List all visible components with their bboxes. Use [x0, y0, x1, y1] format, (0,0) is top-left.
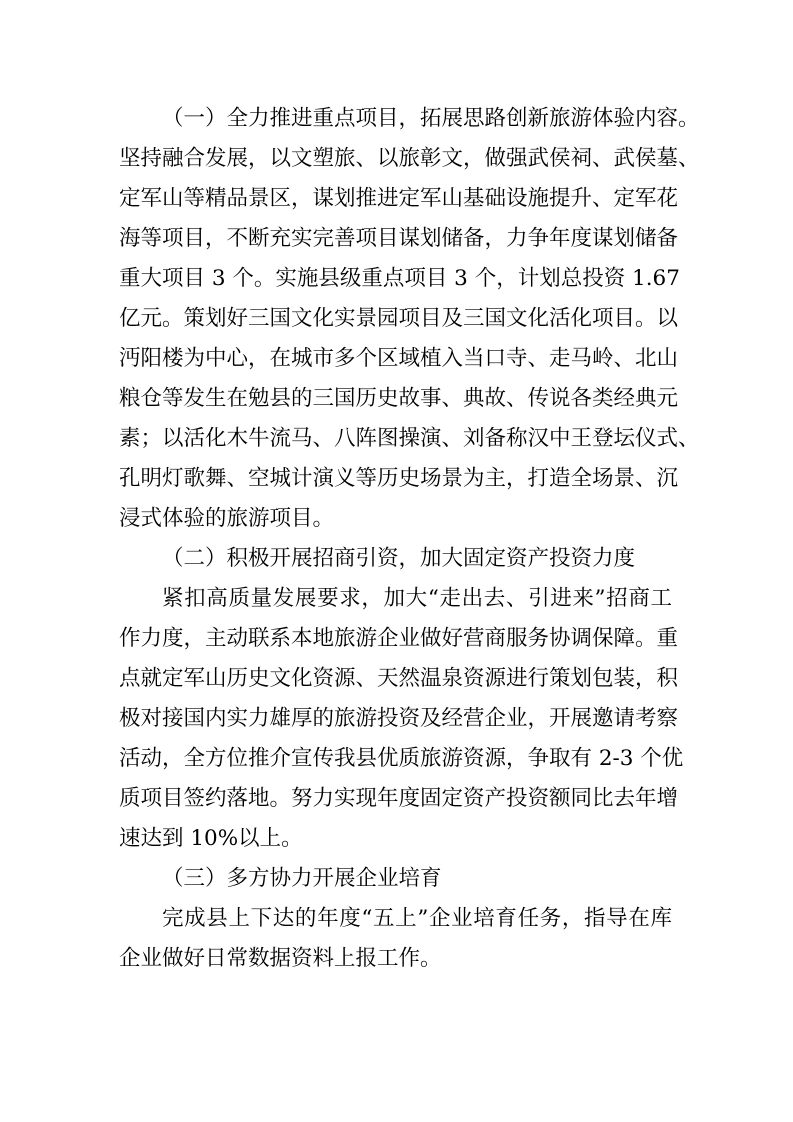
- section-3: [119, 859, 672, 979]
- section-3-line-1: 完成县上下达的年度“五上”企业培育任务，指导在库: [162, 906, 672, 931]
- section-3-line-2: 企业做好日常数据资料上报工作。: [119, 946, 442, 971]
- section-1-line-3: 定军山等精品景区，谋划推进定军山基础设施提升、定军花: [119, 186, 679, 211]
- section-1-line-9: 素；以活化木牛流马、八阵图操演、刘备称汉中王登坛仪式、: [119, 426, 700, 451]
- section-2-line-4: 极对接国内实力雄厚的旅游投资及经营企业，开展邀请考察: [119, 706, 679, 731]
- section-1-line-1: （一）全力推进重点项目，拓展思路创新旅游体验内容。: [162, 106, 700, 131]
- section-3-heading: （三）多方协力开展企业培育: [162, 866, 442, 891]
- section-2-line-5: 活动，全方位推介宣传我县优质旅游资源，争取有 2-3 个优: [119, 746, 684, 771]
- section-1-line-5: 重大项目 3 个。实施县级重点项目 3 个，计划总投资 1.67: [119, 266, 680, 291]
- section-1-line-10: 孔明灯歌舞、空城计演义等历史场景为主，打造全场景、沉: [119, 466, 679, 491]
- section-2-heading: （二）积极开展招商引资，加大固定资产投资力度: [162, 546, 636, 571]
- section-1-line-8: 粮仓等发生在勉县的三国历史故事、典故、传说各类经典元: [119, 386, 679, 411]
- section-1-line-7: 沔阳楼为中心，在城市多个区域植入当口寺、走马岭、北山: [119, 346, 679, 371]
- section-2-line-7: 速达到 10%以上。: [119, 826, 303, 851]
- section-2: [119, 539, 684, 859]
- section-1-line-6: 亿元。策划好三国文化实景园项目及三国文化活化项目。以: [119, 306, 679, 331]
- section-1-line-4: 海等项目，不断充实完善项目谋划储备，力争年度谋划储备: [119, 226, 679, 251]
- section-2-line-6: 质项目签约落地。努力实现年度固定资产投资额同比去年增: [119, 786, 679, 811]
- section-2-line-2: 作力度，主动联系本地旅游企业做好营商服务协调保障。重: [119, 626, 679, 651]
- section-2-line-3: 点就定军山历史文化资源、天然温泉资源进行策划包装，积: [119, 666, 679, 691]
- section-1: [119, 99, 700, 539]
- section-1-line-11: 浸式体验的旅游项目。: [119, 506, 335, 531]
- section-2-line-1: 紧扣高质量发展要求，加大“走出去、引进来”招商工: [162, 586, 672, 611]
- section-1-line-2: 坚持融合发展，以文塑旅、以旅彰文，做强武侯祠、武侯墓、: [119, 146, 700, 171]
